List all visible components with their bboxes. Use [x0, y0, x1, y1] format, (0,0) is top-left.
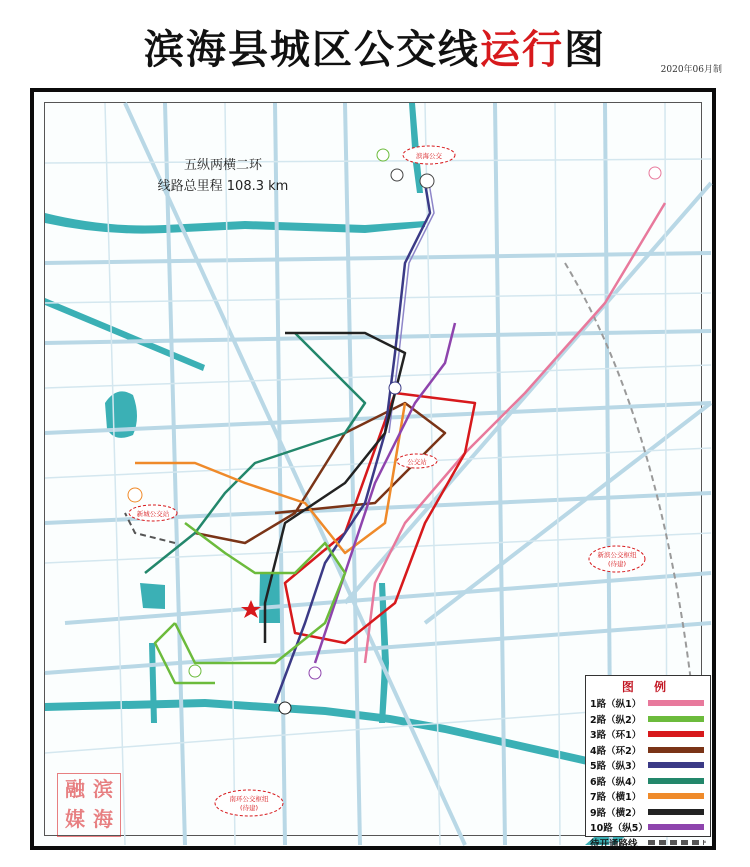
route-summary: 五纵两横二环 — [183, 158, 262, 173]
legend-item-swatch — [648, 731, 704, 737]
terminal-marker-south-2 — [279, 702, 291, 714]
terminal-marker-south — [189, 665, 201, 677]
terminal-marker-north-1 — [377, 149, 389, 161]
legend-item-swatch — [648, 824, 704, 830]
legend-title: 图 例 — [621, 680, 675, 694]
legend-item-swatch — [648, 809, 704, 815]
watermark-stamp — [57, 773, 121, 837]
river-diag-left — [45, 298, 205, 371]
river-top-left — [45, 213, 425, 234]
terminal-marker-west — [128, 488, 142, 502]
callout-left-text: 新城公交站 — [136, 510, 170, 518]
legend-item-swatch — [648, 762, 704, 768]
callout-right-text: 新滨公交枢纽 — [597, 551, 637, 559]
callout-bottom-sub: (待建) — [239, 804, 259, 812]
legend-item — [586, 773, 710, 789]
callout-bottom-text: 南环公交枢纽 — [229, 795, 269, 803]
legend-item — [586, 819, 710, 835]
legend-item-label: 1路（纵1） — [590, 699, 642, 710]
legend-item-swatch — [648, 778, 704, 784]
route-stats — [143, 155, 303, 197]
stamp-char-3: 媒 — [65, 807, 85, 831]
map-area[interactable] — [44, 102, 702, 850]
title-accent: 运行 — [480, 27, 564, 73]
title-bar — [0, 0, 750, 78]
callout-right-sub: (待建) — [607, 560, 627, 568]
legend-item — [586, 711, 710, 727]
line-2-branch — [155, 623, 215, 683]
title-main: 滨海县城区公交线 — [144, 27, 480, 73]
legend-item — [586, 726, 710, 742]
map-frame — [30, 88, 716, 850]
legend-item-label: 7路（横1） — [590, 792, 642, 803]
river-bottom — [45, 699, 645, 776]
legend-item — [586, 695, 710, 711]
title-end: 图 — [564, 27, 606, 73]
line-1-route — [365, 203, 665, 663]
legend-item-label: 6路（纵4） — [590, 776, 642, 788]
legend-item-swatch — [648, 747, 704, 753]
legend-item-label: 2路（纵2） — [590, 714, 642, 726]
terminal-marker-north-2 — [391, 169, 403, 181]
legend-item — [586, 804, 710, 820]
map-date: 2020年06月制 — [660, 65, 722, 75]
terminal-marker-south-3 — [309, 667, 321, 679]
legend-item-label: 3路（环1） — [590, 730, 642, 741]
stamp-char-2: 滨 — [93, 777, 113, 801]
route-total-length: 线路总里程 108.3 km — [157, 179, 289, 194]
legend-item-label: 10路（纵5） — [590, 823, 648, 834]
legend-item-label: 5路（纵3） — [590, 761, 642, 772]
river-mid-vertical — [379, 583, 389, 723]
stamp-char-1: 融 — [65, 777, 85, 801]
legend-item-swatch — [648, 840, 704, 845]
callout-text-layer — [137, 151, 637, 812]
legend-item — [586, 835, 710, 851]
callout-top-text: 滨海公交 — [416, 152, 442, 160]
legend-item — [586, 788, 710, 804]
legend-item-label: 待开通路线 — [590, 838, 638, 850]
callout-right-oval — [589, 546, 645, 572]
legend-item-swatch — [648, 793, 704, 799]
callout-mid-text: 公交站 — [407, 458, 427, 466]
star-marker — [241, 600, 261, 618]
stop-markers — [128, 149, 661, 714]
river-left-vertical — [149, 643, 157, 723]
legend-item-label: 4路（环2） — [590, 745, 642, 757]
legend-item-label: 9路（横2） — [590, 807, 642, 819]
page-title — [0, 18, 750, 75]
stamp-char-4: 海 — [93, 807, 113, 831]
terminal-marker-top — [420, 174, 434, 188]
legend-rows — [586, 695, 710, 850]
legend-item-swatch — [648, 716, 704, 722]
legend — [585, 675, 711, 850]
callout-bottom-oval — [215, 790, 283, 816]
legend-item-swatch — [648, 700, 704, 706]
terminal-marker-mid — [389, 382, 401, 394]
legend-item — [586, 757, 710, 773]
lake-sw — [140, 583, 165, 609]
terminal-marker-northeast — [649, 167, 661, 179]
legend-item — [586, 742, 710, 758]
